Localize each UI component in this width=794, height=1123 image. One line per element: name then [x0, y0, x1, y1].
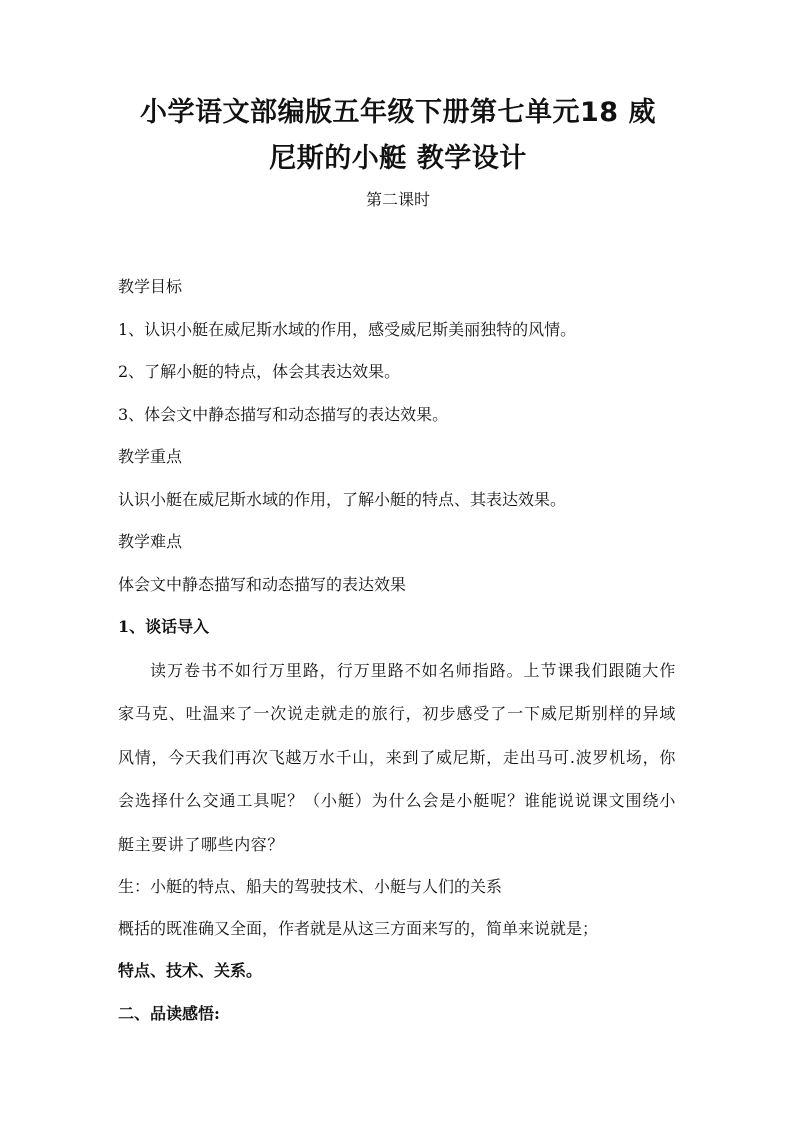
title-line-2: 尼斯的小艇 教学设计 [269, 143, 527, 174]
summary-text: 概括的既准确又全面，作者就是从这三方面来写的，简单来说就是； [118, 919, 599, 938]
key-points-text: 认识小艇在威尼斯水域的作用，了解小艇的特点、其表达效果。 [118, 489, 567, 509]
objective-item-2: 2、了解小艇的特点，体会其表达效果。 [118, 362, 401, 381]
objective-item-3: 3、体会文中静态描写和动态描写的表达效果。 [118, 404, 449, 424]
difficulty-text: 体会文中静态描写和动态描写的表达效果 [118, 574, 407, 594]
document-page [118, 90, 678, 1035]
difficulty-heading: 教学难点 [118, 532, 183, 551]
lesson-period: 第二课时 [365, 190, 430, 209]
section-1-heading: 1、谈话导入 [118, 617, 210, 636]
summary-keywords: 特点、技术、关系。 [118, 961, 263, 980]
section-2-heading: 二、品读感悟: [118, 1003, 220, 1023]
objective-item-1: 1、认识小艇在威尼斯水域的作用，感受威尼斯美丽独特的风情。 [118, 319, 577, 339]
title-line-1: 小学语文部编版五年级下册第七单元18 威 [140, 97, 656, 128]
section-1-paragraph: 读万卷书不如行万里路，行万里路不如名师指路。上节课我们跟随大作家马克、吐温来了一次说走就走的旅行，初步感受了一下威尼斯别样的异域风情，今天我们再次飞越万水千山，来到了威尼斯，走出马可.波罗机场，你会选择什么交通工具呢？（小艇）为什么会是小艇呢？谁能说说课文围绕小艇主要讲了哪些内容？ [118, 660, 676, 854]
student-answer: 生：小艇的特点、船夫的驾驶技术、小艇与人们的关系 [118, 877, 503, 896]
document-title [118, 90, 678, 182]
key-points-heading: 教学重点 [118, 447, 183, 466]
objectives-heading: 教学目标 [118, 277, 183, 296]
